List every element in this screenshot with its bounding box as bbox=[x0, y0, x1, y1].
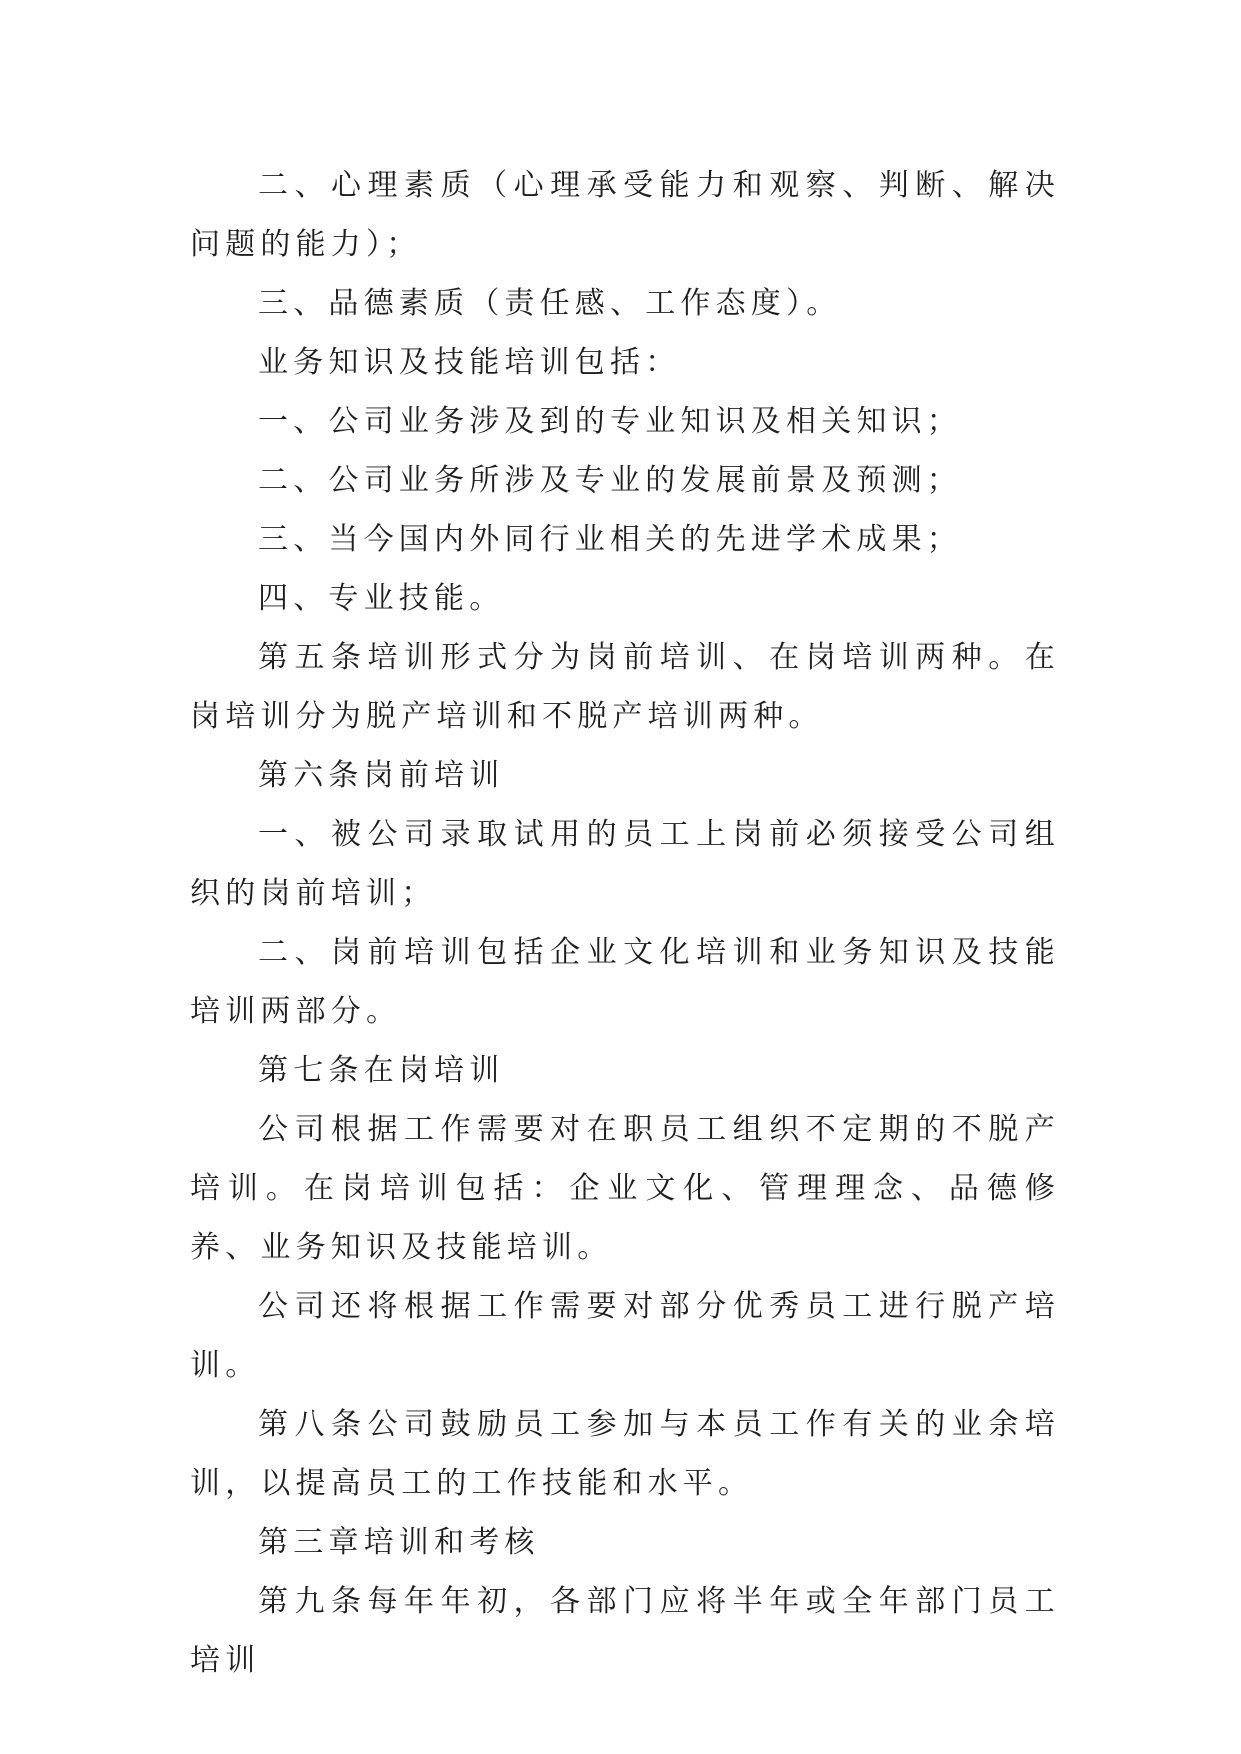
paragraph-business-item-3: 三、当今国内外同行业相关的先进学术成果； bbox=[258, 522, 962, 557]
paragraph-moral-quality: 三、品德素质（责任感、工作态度）。 bbox=[258, 286, 842, 321]
paragraph-chapter-3-heading: 第三章培训和考核 bbox=[258, 1525, 540, 1560]
paragraph-article-6-item-1: 一、被公司录取试用的员工上岗前必须接受公司组织的岗前培训； bbox=[190, 817, 1060, 911]
paragraph-article-6-item-2: 二、岗前培训包括企业文化培训和业务知识及技能培训两部分。 bbox=[190, 935, 1060, 1029]
paragraph-business-item-4: 四、专业技能。 bbox=[258, 581, 505, 616]
document-body bbox=[190, 156, 1060, 1690]
paragraph-psychological-quality: 二、心理素质（心理承受能力和观察、判断、解决问题的能力）； bbox=[190, 168, 1060, 262]
paragraph-article-9: 第九条每年年初，各部门应将半年或全年部门员工培训 bbox=[190, 1584, 1060, 1678]
paragraph-article-7-heading: 第七条在岗培训 bbox=[258, 1053, 505, 1088]
paragraph-business-item-1: 一、公司业务涉及到的专业知识及相关知识； bbox=[258, 404, 962, 439]
paragraph-article-5: 第五条培训形式分为岗前培训、在岗培训两种。在岗培训分为脱产培训和不脱产培训两种。 bbox=[190, 640, 1060, 734]
paragraph-article-7-offjob: 公司还将根据工作需要对部分优秀员工进行脱产培训。 bbox=[190, 1289, 1060, 1383]
paragraph-business-item-2: 二、公司业务所涉及专业的发展前景及预测； bbox=[258, 463, 962, 498]
paragraph-article-8: 第八条公司鼓励员工参加与本员工作有关的业余培训，以提高员工的工作技能和水平。 bbox=[190, 1407, 1060, 1501]
paragraph-article-7-body: 公司根据工作需要对在职员工组织不定期的不脱产培训。在岗培训包括：企业文化、管理理念、品德修养、业务知识及技能培训。 bbox=[190, 1112, 1060, 1265]
paragraph-business-training-intro: 业务知识及技能培训包括： bbox=[258, 345, 681, 380]
paragraph-article-6-heading: 第六条岗前培训 bbox=[258, 758, 505, 793]
